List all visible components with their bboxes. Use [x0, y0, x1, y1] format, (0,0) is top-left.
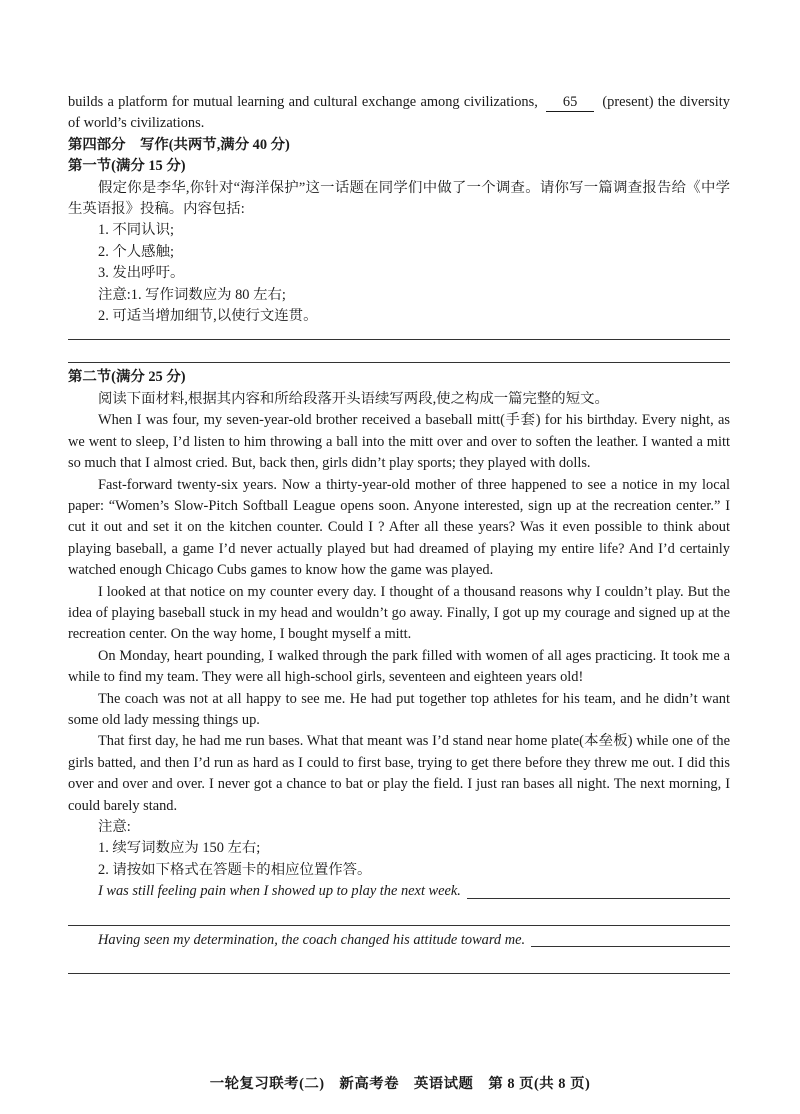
point-3: 3. 发出呼吁。 [98, 265, 185, 282]
section2-note-1: 1. 续写词数应为 150 左右; [98, 840, 261, 857]
section2-note-2: 2. 请按如下格式在答题卡的相应位置作答。 [98, 861, 372, 878]
part4-heading: 第四部分 写作(共两节,满分 40 分) [68, 136, 290, 153]
writing-line [68, 362, 730, 363]
carryover-text: builds a platform for mutual learning and cultural exchange among civilizations, 65 (present) the diversity of world’s civilizations. [68, 94, 730, 132]
starter-line-1 [68, 881, 730, 902]
point-1: 1. 不同认识; [98, 222, 174, 239]
point-2: 2. 个人感触; [98, 243, 174, 260]
story-paragraph: When I was four, my seven-year-old brother received a baseball mitt(手套) for his birthday. Every night, as we went to sleep, I’d listen to him throwing a ball into the mitt over and over to soften the leather. I wanted a mitt so much that I almost cried. But, back then, girls didn’t play sports; they played with dolls. [68, 412, 730, 472]
story-paragraph: I looked at that notice on my counter every day. I thought of a thousand reasons why I couldn’t play. But the idea of playing baseball stuck in my head and wouldn’t go away. Finally, I got up my courage and signed up at the recreation center. On the way home, I bought myself a mitt. [68, 583, 730, 643]
exam-page [68, 92, 730, 974]
starter-line-2 [68, 930, 730, 951]
answer-line [531, 946, 730, 947]
paragraph-starter-2: Having seen my determination, the coach changed his attitude toward me. [98, 931, 526, 948]
story-paragraph: The coach was not at all happy to see me. He had put together top athletes for his team, and he didn’t want some old lady messing things up. [68, 690, 730, 728]
story-paragraph: Fast-forward twenty-six years. Now a thirty-year-old mother of three happened to see a notice in my local paper: “Women’s Slow-Pitch Softball League opens soon. Anyone interested, sign up at the recreation center.” I cut it out and set it on the kitchen counter. Could I ? After all these years? Was it even possible to think about playing baseball, a game I’d never actually played but had dreamed of playing my entire life? And I’d certainly watched enough Chicago Cubs games to know how the game was played. [68, 476, 730, 579]
writing-line [68, 339, 730, 340]
blank-65: 65 [546, 94, 594, 112]
answer-line [68, 903, 730, 926]
section1-heading: 第一节(满分 15 分) [68, 158, 186, 175]
section2-note-title: 注意: [98, 819, 131, 835]
section2-heading: 第二节(满分 25 分) [68, 369, 186, 386]
page-footer: 一轮复习联考(二) 新高考卷 英语试题 第 8 页(共 8 页) [209, 1076, 591, 1092]
answer-line [68, 951, 730, 974]
story-paragraph: On Monday, heart pounding, I walked through the park filled with women of all ages practicing. It took me a while to find my team. They were all high-school girls, seventeen and eighteen years old! [68, 647, 730, 686]
note-1: 注意:1. 写作词数应为 80 左右; [98, 286, 286, 303]
section2-prompt: 阅读下面材料,根据其内容和所给段落开头语续写两段,使之构成一篇完整的短文。 [98, 390, 609, 407]
note-2: 2. 可适当增加细节,以使行文连贯。 [98, 308, 318, 325]
section1-prompt: 假定你是李华,你针对“海洋保护”这一话题在同学们中做了一个调查。请你写一篇调查报告给《中学生英语报》投稿。内容包括: [68, 179, 730, 218]
paragraph-starter-1: I was still feeling pain when I showed up to play the next week. [98, 883, 461, 900]
answer-line [467, 898, 730, 899]
story-paragraph: That first day, he had me run bases. What that meant was I’d stand near home plate(本垒板) while one of the girls batted, and then I’d run as hard as I could to first base, trying to get there before they threw me out. I did this over and over and over. I never got a chance to bat or play the field. I just ran bases all night. The next morning, I could barely stand. [68, 733, 730, 814]
